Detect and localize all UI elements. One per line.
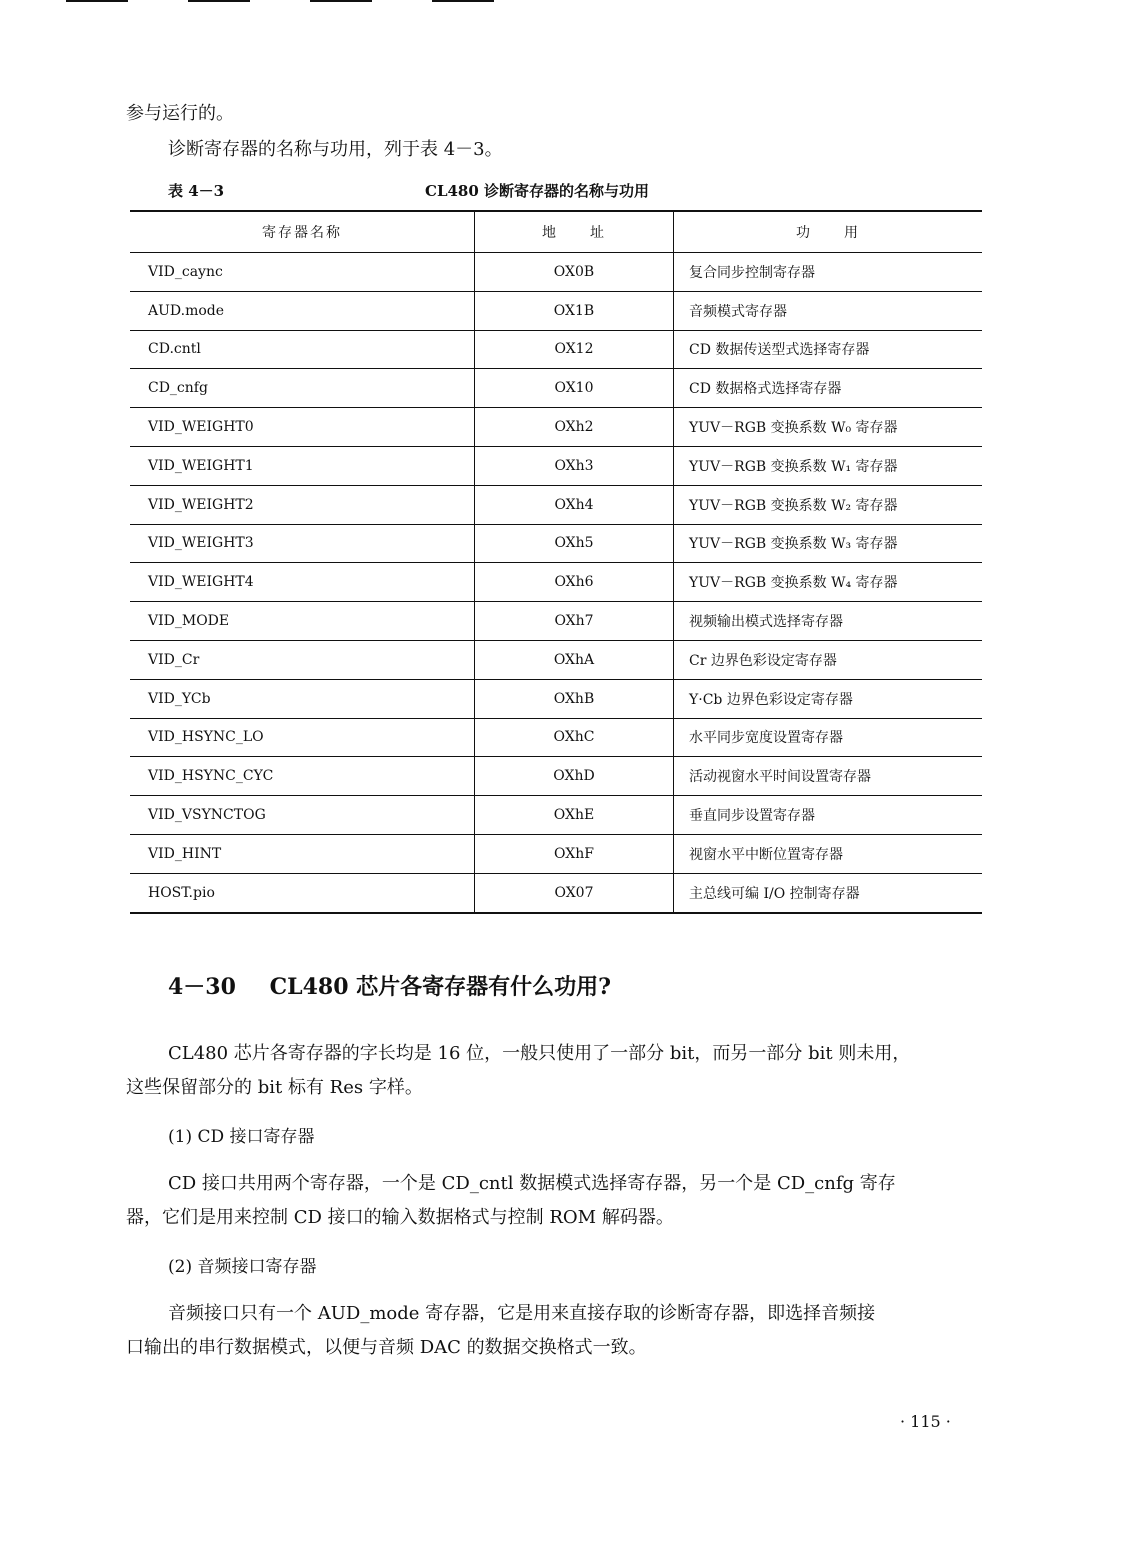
function-cell: 活动视窗水平时间设置寄存器 — [674, 757, 983, 796]
function-cell: YUV－RGB 变换系数 W₄ 寄存器 — [674, 563, 983, 602]
register-name-cell: VID_WEIGHT0 — [130, 408, 475, 447]
top-rule — [432, 0, 494, 2]
header-function: 功 用 — [674, 211, 983, 253]
register-name-cell: CD_cnfg — [130, 369, 475, 408]
address-cell: OXh6 — [475, 563, 674, 602]
para2-line-2: 器，它们是用来控制 CD 接口的输入数据格式与控制 ROM 解码器。 — [126, 1207, 674, 1228]
register-name-cell: HOST.pio — [130, 873, 475, 912]
table-row — [130, 369, 982, 408]
table-row — [130, 679, 982, 718]
address-cell: OX1B — [475, 291, 674, 330]
function-cell: YUV－RGB 变换系数 W₁ 寄存器 — [674, 446, 983, 485]
register-name-cell: VID_WEIGHT3 — [130, 524, 475, 563]
register-name-cell: VID_Cr — [130, 640, 475, 679]
table-row — [130, 253, 982, 292]
function-cell: 复合同步控制寄存器 — [674, 253, 983, 292]
table-row — [130, 446, 982, 485]
register-name-cell: VID_YCb — [130, 679, 475, 718]
table-row — [130, 524, 982, 563]
address-cell: OXhC — [475, 718, 674, 757]
register-name-cell: VID_caync — [130, 253, 475, 292]
function-cell: 音频模式寄存器 — [674, 291, 983, 330]
address-cell: OX0B — [475, 253, 674, 292]
header-name: 寄存器名称 — [130, 211, 475, 253]
function-cell: 主总线可编 I/O 控制寄存器 — [674, 873, 983, 912]
table-row — [130, 834, 982, 873]
register-name-cell: VID_HSYNC_LO — [130, 718, 475, 757]
table-title: CL480 诊断寄存器的名称与功用 — [425, 182, 650, 200]
register-name-cell: VID_WEIGHT1 — [130, 446, 475, 485]
register-name-cell: VID_MODE — [130, 602, 475, 641]
intro-line-2: 诊断寄存器的名称与功用，列于表 4－3。 — [168, 139, 503, 160]
section-title: CL480 芯片各寄存器有什么功用? — [269, 974, 612, 1000]
function-cell: 水平同步宽度设置寄存器 — [674, 718, 983, 757]
subheading-audio-interface: (2) 音频接口寄存器 — [168, 1257, 317, 1277]
table-header-row — [130, 211, 982, 253]
table-label: 表 4－3 — [168, 182, 225, 200]
address-cell: OXhB — [475, 679, 674, 718]
table-row — [130, 485, 982, 524]
para3-line-2: 口输出的串行数据模式，以便与音频 DAC 的数据交换格式一致。 — [126, 1337, 647, 1358]
function-cell: CD 数据格式选择寄存器 — [674, 369, 983, 408]
para1-line-2: 这些保留部分的 bit 标有 Res 字样。 — [126, 1077, 423, 1098]
para2-line-1: CD 接口共用两个寄存器，一个是 CD_cntl 数据模式选择寄存器，另一个是 CD_cnfg 寄存 — [168, 1173, 896, 1194]
register-name-cell: AUD.mode — [130, 291, 475, 330]
function-cell: Cr 边界色彩设定寄存器 — [674, 640, 983, 679]
table-row — [130, 873, 982, 912]
table-row — [130, 291, 982, 330]
address-cell: OXh4 — [475, 485, 674, 524]
table-row — [130, 796, 982, 835]
intro-line-1: 参与运行的。 — [126, 103, 234, 124]
top-rule — [310, 0, 372, 2]
address-cell: OXh5 — [475, 524, 674, 563]
subheading-cd-interface: (1) CD 接口寄存器 — [168, 1127, 315, 1147]
table-row — [130, 330, 982, 369]
register-name-cell: VID_HSYNC_CYC — [130, 757, 475, 796]
address-cell: OXhD — [475, 757, 674, 796]
top-rule — [66, 0, 128, 2]
table-row — [130, 640, 982, 679]
function-cell: 视频输出模式选择寄存器 — [674, 602, 983, 641]
function-cell: CD 数据传送型式选择寄存器 — [674, 330, 983, 369]
table-row — [130, 563, 982, 602]
register-table — [130, 210, 982, 914]
section-heading — [168, 970, 611, 1001]
para1-line-1: CL480 芯片各寄存器的字长均是 16 位，一般只使用了一部分 bit，而另一部分 bit 则未用， — [168, 1043, 911, 1064]
address-cell: OXh3 — [475, 446, 674, 485]
address-cell: OXhE — [475, 796, 674, 835]
page-number: · 115 · — [900, 1412, 951, 1431]
address-cell: OX07 — [475, 873, 674, 912]
register-name-cell: CD.cntl — [130, 330, 475, 369]
function-cell: 垂直同步设置寄存器 — [674, 796, 983, 835]
top-rule — [188, 0, 250, 2]
address-cell: OXhF — [475, 834, 674, 873]
table-row — [130, 757, 982, 796]
table-row — [130, 718, 982, 757]
section-number: 4－30 — [168, 974, 236, 1000]
register-name-cell: VID_VSYNCTOG — [130, 796, 475, 835]
table-row — [130, 408, 982, 447]
function-cell: YUV－RGB 变换系数 W₂ 寄存器 — [674, 485, 983, 524]
para3-line-1: 音频接口只有一个 AUD_mode 寄存器，它是用来直接存取的诊断寄存器，即选择音频接 — [168, 1303, 876, 1324]
register-name-cell: VID_WEIGHT2 — [130, 485, 475, 524]
address-cell: OXh2 — [475, 408, 674, 447]
register-name-cell: VID_WEIGHT4 — [130, 563, 475, 602]
address-cell: OX12 — [475, 330, 674, 369]
function-cell: Y·Cb 边界色彩设定寄存器 — [674, 679, 983, 718]
function-cell: 视窗水平中断位置寄存器 — [674, 834, 983, 873]
function-cell: YUV－RGB 变换系数 W₃ 寄存器 — [674, 524, 983, 563]
address-cell: OXhA — [475, 640, 674, 679]
header-address: 地 址 — [475, 211, 674, 253]
table-row — [130, 602, 982, 641]
register-name-cell: VID_HINT — [130, 834, 475, 873]
function-cell: YUV－RGB 变换系数 W₀ 寄存器 — [674, 408, 983, 447]
address-cell: OXh7 — [475, 602, 674, 641]
address-cell: OX10 — [475, 369, 674, 408]
